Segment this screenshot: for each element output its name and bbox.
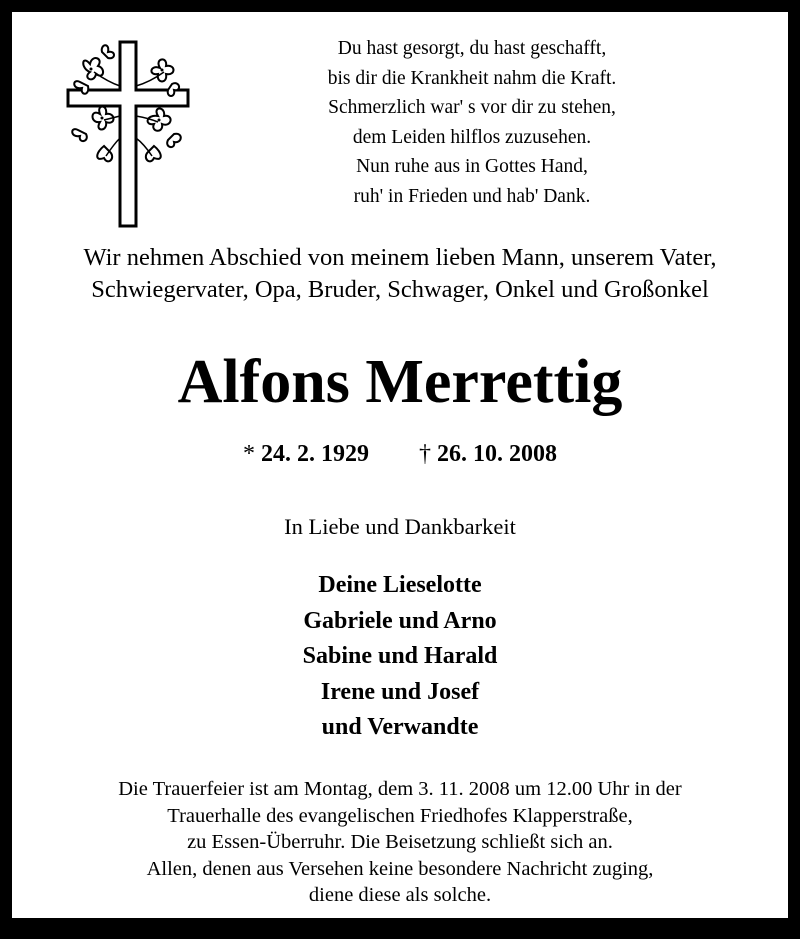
birth-symbol: *: [243, 441, 255, 467]
mourner: Irene und Josef: [320, 678, 480, 705]
mourner: Sabine und Harald: [302, 643, 498, 669]
poem-line: bis dir die Krankheit nahm die Kraft.: [327, 67, 617, 89]
deceased-name: Alfons Merrettig: [177, 348, 623, 416]
death-symbol: †: [419, 441, 431, 467]
death-date: [419, 437, 557, 471]
death-date-value: 26. 10. 2008: [437, 441, 557, 467]
intro-line: Wir nehmen Abschied von meinem lieben Mann, unserem Vater,: [83, 244, 717, 271]
mourners-list: [12, 568, 788, 746]
tribute-line: In Liebe und Dankbarkeit: [284, 514, 516, 539]
birth-date: [243, 437, 369, 471]
service-details: [12, 776, 788, 909]
obituary-notice: [12, 12, 788, 918]
life-dates: [12, 437, 788, 471]
mourner: Gabriele und Arno: [303, 607, 497, 634]
poem-line: Schmerzlich war' s vor dir zu stehen,: [328, 97, 616, 118]
poem-line: Nun ruhe aus in Gottes Hand,: [356, 156, 588, 177]
intro-line: Schwiegervater, Opa, Bruder, Schwager, Onkel und Großonkel: [91, 276, 709, 303]
farewell-intro: [12, 242, 788, 306]
service-line: Allen, denen aus Versehen keine besondere Nachricht zuging,: [146, 857, 654, 880]
poem-line: ruh' in Frieden und hab' Dank.: [353, 185, 591, 207]
service-line: diene diese als solche.: [308, 884, 492, 906]
service-line: Trauerhalle des evangelischen Friedhofes Klapperstraße,: [167, 804, 633, 827]
poem: [262, 34, 682, 211]
poem-line: Du hast gesorgt, du hast geschafft,: [337, 38, 607, 59]
mourner: Deine Lieselotte: [318, 572, 482, 598]
cross-with-lilies-icon: [60, 34, 200, 234]
poem-line: dem Leiden hilflos zuzusehen.: [352, 126, 592, 148]
service-line: Die Trauerfeier ist am Montag, dem 3. 11. 2008 um 12.00 Uhr in der: [118, 778, 682, 800]
birth-date-value: 24. 2. 1929: [261, 441, 369, 467]
service-line: zu Essen-Überruhr. Die Beisetzung schließt sich an.: [187, 831, 613, 853]
mourner: und Verwandte: [321, 714, 479, 740]
